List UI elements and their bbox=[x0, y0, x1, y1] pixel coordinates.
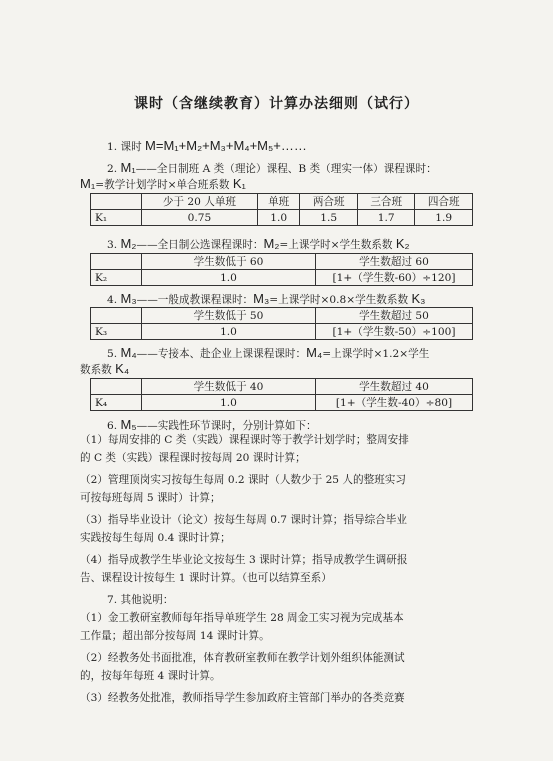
table-header-row bbox=[91, 379, 473, 395]
item-1-formula: M=M₁+M₂+M₃+M₄+M₅+…… bbox=[145, 138, 307, 153]
table-header-cell: 少于 20 人单班 bbox=[142, 194, 258, 210]
row-label: K₄ bbox=[91, 395, 142, 411]
item-6-para-2a: （2）管理顶岗实习按每生每周 0.2 课时（人数少于 25 人的整班实习 bbox=[80, 474, 406, 486]
table-header-row bbox=[91, 194, 473, 210]
table-k4 bbox=[90, 378, 473, 411]
table-header-cell: 学生数低于 60 bbox=[142, 254, 316, 270]
table-cell: 1.9 bbox=[415, 210, 473, 226]
item-2-line-2: M₁=教学计划学时×单合班系数 K₁ bbox=[80, 176, 246, 191]
table-header-cell: 学生数超过 50 bbox=[316, 308, 473, 324]
table-row bbox=[91, 210, 473, 226]
item-6-para-1b: 的 C 类（实践）课程课时按每周 20 课时计算； bbox=[80, 452, 306, 464]
table-header-cell: 四合班 bbox=[415, 194, 473, 210]
table-row bbox=[91, 270, 473, 286]
table-header-cell: 学生数低于 50 bbox=[142, 308, 316, 324]
item-7-para-2b: 的，按每年每班 4 课时计算。 bbox=[80, 670, 221, 682]
table-header-cell: 单班 bbox=[257, 194, 300, 210]
table-row bbox=[91, 395, 473, 411]
table-k2 bbox=[90, 253, 473, 286]
row-label: K₁ bbox=[91, 210, 142, 226]
table-header-cell: 学生数低于 40 bbox=[142, 379, 316, 395]
item-6-para-2b: 可按每班每周 5 课时）计算； bbox=[80, 492, 221, 504]
item-6-para-4a: （4）指导成教学生毕业论文按每生 3 课时计算；指导成教学生调研报 bbox=[80, 554, 408, 566]
item-5-line-2: 数系数 K₄ bbox=[80, 361, 130, 376]
item-1 bbox=[107, 138, 307, 155]
item-7-para-3a: （3）经教务处批准，教师指导学生参加政府主管部门举办的各类竞赛 bbox=[80, 692, 405, 704]
item-4: 4. M₃——一般成教课程课时：M₃=上课学时×0.8×学生数系数 K₃ bbox=[107, 291, 426, 306]
row-label: K₂ bbox=[91, 270, 142, 286]
table-cell: [1+（学生数-50）÷100] bbox=[316, 324, 473, 340]
item-7-para-1b: 工作量；超出部分按每周 14 课时计算。 bbox=[80, 630, 270, 642]
item-3: 3. M₂——全日制公选课程课时：M₂=上课学时×学生数系数 K₂ bbox=[107, 236, 410, 251]
m1-symbol: M₁ bbox=[120, 160, 136, 175]
table-cell: [1+（学生数-60）÷120] bbox=[316, 270, 473, 286]
table-cell: 1.0 bbox=[142, 324, 316, 340]
table-cell: 0.75 bbox=[142, 210, 258, 226]
table-cell: 1.0 bbox=[142, 270, 316, 286]
item-2-line-1: 2. M₁——全日制班 A 类（理论）课程、B 类（理实一体）课程课时： bbox=[107, 160, 437, 175]
table-k1 bbox=[90, 193, 473, 226]
item-1-prefix: 1. 课时 bbox=[107, 141, 146, 153]
item-6-para-1a: （1）每周安排的 C 类（实践）课程课时等于教学计划学时；整周安排 bbox=[80, 434, 409, 446]
table-cell: 1.5 bbox=[300, 210, 358, 226]
table-header-cell: 学生数超过 40 bbox=[316, 379, 473, 395]
table-header-cell: 学生数超过 60 bbox=[316, 254, 473, 270]
table-header-cell: 三合班 bbox=[357, 194, 415, 210]
item-6-para-3a: （3）指导毕业设计（论文）按每生每周 0.7 课时计算；指导综合毕业 bbox=[80, 514, 407, 526]
table-cell: [1+（学生数-40）÷80] bbox=[316, 395, 473, 411]
item-5-line-1: 5. M₄——专接本、赴企业上课课程课时：M₄=上课学时×1.2×学生 bbox=[107, 345, 430, 360]
table-header-row bbox=[91, 254, 473, 270]
table-cell: 1.0 bbox=[257, 210, 300, 226]
table-header-cell: 两合班 bbox=[300, 194, 358, 210]
row-label: K₃ bbox=[91, 324, 142, 340]
item-6-para-3b: 实践按每生每周 0.4 课时计算； bbox=[80, 532, 231, 544]
item-7-para-1a: （1）金工教研室教师每年指导单班学生 28 周金工实习视为完成基本 bbox=[80, 612, 404, 624]
item-7-para-2a: （2）经教务处书面批准，体育教研室教师在教学计划外组织体能测试 bbox=[80, 652, 405, 664]
item-6-heading: 6. M₅——实践性环节课时，分别计算如下： bbox=[107, 417, 317, 432]
table-cell: 1.7 bbox=[357, 210, 415, 226]
item-7-heading: 7. 其他说明： bbox=[107, 594, 174, 606]
item-6-para-4b: 告、课程设计按每生 1 课时计算。（也可以结算至系） bbox=[80, 572, 332, 584]
table-k3 bbox=[90, 307, 473, 340]
table-row bbox=[91, 324, 473, 340]
table-cell: 1.0 bbox=[142, 395, 316, 411]
table-header-cell bbox=[91, 194, 142, 210]
document-title: 课时（含继续教育）计算办法细则（试行） bbox=[134, 96, 419, 112]
table-header-row bbox=[91, 308, 473, 324]
